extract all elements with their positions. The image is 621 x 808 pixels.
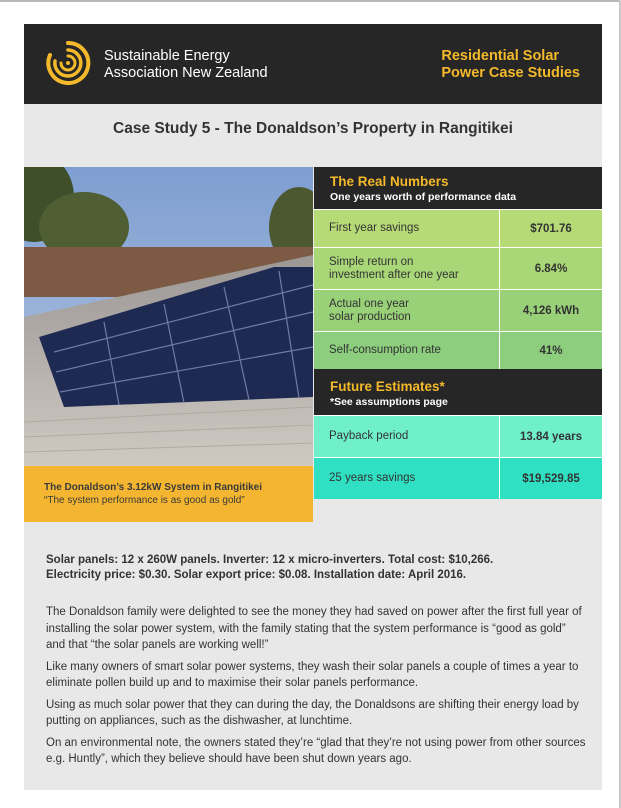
row-label: Payback period xyxy=(314,416,500,457)
row-label xyxy=(314,290,500,331)
org-name-line2: Association New Zealand xyxy=(104,65,268,81)
caption-title: The Donaldson’s 3.12kW System in Rangitikei xyxy=(44,482,263,493)
sea-swirl-logo-icon xyxy=(44,39,92,87)
table-row xyxy=(314,457,602,499)
table-row xyxy=(314,331,602,369)
real-numbers-header xyxy=(314,167,602,209)
table-row xyxy=(314,289,602,331)
paragraph: On an environmental note, the owners stated they’re “glad that they’re not using power from other sources e.g. Huntly”, which they believe should have been shut down years ago. xyxy=(46,736,586,765)
paragraph: The Donaldson family were delighted to see the money they had saved on power after the first full year of installing the solar power system, with the family stating that the system performance is “good as gold” and that “the solar panels are working well!” xyxy=(46,606,582,651)
row-value: $19,529.85 xyxy=(522,472,580,485)
row-label: First year savings xyxy=(314,210,500,247)
solar-panels-illustration xyxy=(24,167,313,466)
header-bar xyxy=(24,24,602,104)
row-value: 4,126 kWh xyxy=(522,304,580,317)
series-title xyxy=(441,48,580,82)
paragraph: Using as much solar power that they can during the day, the Donaldsons are shifting their energy load by putting on appliances, such as the dishwasher, at lunchtime. xyxy=(46,698,579,727)
system-summary xyxy=(46,553,586,583)
photo-caption xyxy=(24,466,313,522)
row-label-line2: solar production xyxy=(329,310,411,323)
row-label: 25 years savings xyxy=(314,458,500,499)
summary-line1: Solar panels: 12 x 260W panels. Inverter: 12 x micro-inverters. Total cost: $10,266. xyxy=(46,554,494,566)
row-label: Self-consumption rate xyxy=(314,332,500,369)
series-title-line2: Power Case Studies xyxy=(441,65,580,81)
numbers-panel xyxy=(314,167,602,499)
real-numbers-title: The Real Numbers xyxy=(330,174,449,189)
row-value: 6.84% xyxy=(534,262,568,275)
table-row xyxy=(314,415,602,457)
row-label-line1: Actual one year xyxy=(329,297,409,310)
table-row xyxy=(314,247,602,289)
row-label xyxy=(314,248,500,289)
row-value: $701.76 xyxy=(530,222,572,235)
paragraph: Like many owners of smart solar power systems, they wash their solar panels a couple of times a year to eliminate pollen build up and to maximise their solar panels performance. xyxy=(46,660,579,689)
row-value: 13.84 years xyxy=(519,430,583,443)
caption-quote: “The system performance is as good as gold” xyxy=(44,495,245,506)
table-row xyxy=(314,209,602,247)
real-numbers-subtitle: One years worth of performance data xyxy=(330,191,517,203)
case-study-page xyxy=(24,24,602,790)
row-label-line2: investment after one year xyxy=(329,268,459,281)
future-estimates-title: Future Estimates* xyxy=(330,379,445,394)
future-estimates-header xyxy=(314,369,602,415)
case-study-body xyxy=(46,604,586,773)
series-title-line1: Residential Solar xyxy=(441,48,560,64)
row-label-line1: Simple return on xyxy=(329,255,414,268)
organisation-name xyxy=(104,48,268,82)
page-edge-top xyxy=(0,0,621,2)
solar-roof-photo xyxy=(24,167,313,466)
row-value: 41% xyxy=(539,344,563,357)
future-estimates-subtitle: *See assumptions page xyxy=(330,396,448,408)
org-name-line1: Sustainable Energy xyxy=(104,48,230,64)
summary-line2: Electricity price: $0.30. Solar export price: $0.08. Installation date: April 2016. xyxy=(46,569,467,581)
page-title: Case Study 5 - The Donaldson’s Property in Rangitikei xyxy=(113,120,513,137)
